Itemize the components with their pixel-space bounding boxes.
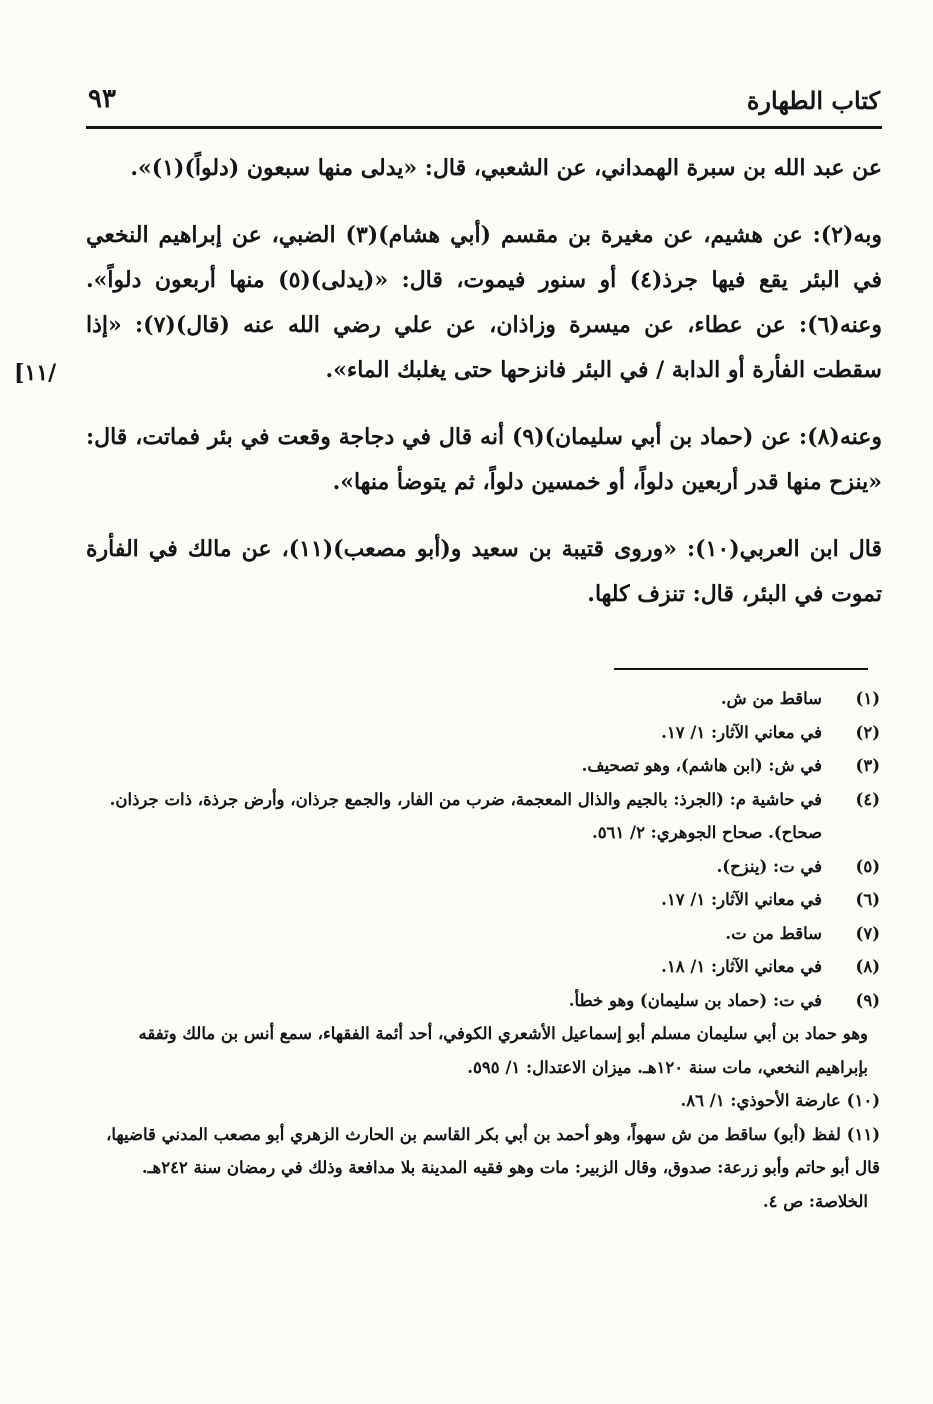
footnote-text: في ت: (حماد بن سليمان) وهو خطأ. bbox=[568, 990, 822, 1010]
paragraph: عن عبد الله بن سبرة الهمداني، عن الشعبي، قال: «يدلى منها سبعون (دلواً)(١)». bbox=[130, 155, 882, 181]
footnote bbox=[96, 682, 880, 716]
footnote-text: في معاني الآثار: ١/ ١٨. bbox=[661, 957, 822, 976]
footnote bbox=[96, 917, 880, 951]
page-header bbox=[88, 78, 880, 124]
footnote-continuation bbox=[96, 1185, 880, 1219]
footnote-text: في حاشية م: (الجرذ: بالجيم والذال المعجمة، ضرب من الفار، والجمع جرذان، وأرض جرذة، ذات جرذان. صحاح). صحاح الجوهري: ٢/ ٥٦١. bbox=[109, 789, 822, 842]
paragraph: وعنه(٨): عن (حماد بن أبي سليمان)(٩) أنه قال في دجاجة وقعت في بئر فماتت، قال: «ينزح منها قدر أربعين دلواً، أو خمسين دلواً، ثم يتوضأ منها». bbox=[86, 424, 882, 495]
footnote bbox=[96, 749, 880, 783]
footnote-text: (١١) لفظ (أبو) ساقط من ش سهواً، وهو أحمد بن أبي بكر القاسم بن الحارث الزهري أبو مصعب المدني قاضيها، قال أبو حاتم وأبو زرعة: صدوق، وقال الزبير: مات وهو فقيه المدينة بلا مدافعة وذلك في رمضان سنة ٢٤٢هـ. bbox=[106, 1124, 880, 1177]
footnote-rule bbox=[614, 668, 868, 670]
manuscript-folio-marker: [١١/ bbox=[14, 360, 57, 386]
chapter-title: كتاب الطهارة bbox=[746, 86, 880, 115]
header-rule bbox=[86, 126, 882, 129]
footnote-text: في ش: (ابن هاشم)، وهو تصحيف. bbox=[581, 756, 822, 775]
main-text bbox=[86, 146, 882, 639]
footnotes bbox=[96, 682, 880, 1218]
paragraph: قال ابن العربي(١٠): «وروى قتيبة بن سعيد و(أبو مصعب)(١١)، عن مالك في الفأرة تموت في البئر، قال: تنزف كلها. bbox=[86, 536, 882, 607]
footnote-text: ساقط من ت. bbox=[725, 923, 822, 943]
footnote-text: في ت: (ينزح). bbox=[716, 856, 822, 876]
footnote bbox=[96, 883, 880, 917]
footnote-text: في معاني الآثار: ١/ ١٧. bbox=[661, 722, 822, 742]
footnote bbox=[96, 783, 880, 850]
footnote-text: وهو حماد بن أبي سليمان مسلم أبو إسماعيل الأشعري الكوفي، أحد أئمة الفقهاء، سمع أنس بن مالك وتفقه بإبراهيم النخعي، مات سنة ١٢٠هـ. ميزان الاعتدال: ١/ ٥٩٥. bbox=[138, 1024, 868, 1077]
footnote bbox=[96, 950, 880, 984]
footnote bbox=[96, 1118, 880, 1185]
footnote bbox=[96, 984, 880, 1018]
footnote-text: ساقط من ش. bbox=[720, 689, 822, 708]
footnote-number: (٧) bbox=[855, 923, 880, 943]
footnote-text: في معاني الآثار: ١/ ١٧. bbox=[661, 890, 822, 909]
footnote-number: (٦) bbox=[855, 890, 880, 909]
footnote-continuation bbox=[96, 1017, 880, 1084]
footnote bbox=[96, 1084, 880, 1118]
footnote-number: (١) bbox=[855, 689, 880, 708]
footnote-number: (٩) bbox=[855, 990, 880, 1010]
footnote-number: (٣) bbox=[855, 756, 880, 775]
footnote-number: (٢) bbox=[855, 722, 880, 742]
footnote-text: (١٠) عارضة الأحوذي: ١/ ٨٦. bbox=[680, 1091, 880, 1110]
paragraph: وبه(٢): عن هشيم، عن مغيرة بن مقسم (أبي هشام)(٣) الضبي، عن إبراهيم النخعي في البئر يقع فيها جرذ(٤) أو سنور فيموت، قال: «(يدلى)(٥) منها أربعون دلواً». وعنه(٦): عن عطاء، عن ميسرة وزاذان، عن علي رضي الله عنه (قال)(٧): «إذا سقطت الفأرة أو الدابة / في البئر فانزحها حتى يغلبك الماء». bbox=[86, 222, 882, 383]
footnote bbox=[96, 716, 880, 750]
page-number: ٩٣ bbox=[88, 84, 116, 114]
footnote-text: الخلاصة: ص ٤. bbox=[762, 1191, 868, 1211]
footnote-number: (٤) bbox=[855, 789, 880, 809]
footnote-number: (٥) bbox=[855, 856, 880, 876]
footnote bbox=[96, 850, 880, 884]
footnote-number: (٨) bbox=[855, 957, 880, 976]
